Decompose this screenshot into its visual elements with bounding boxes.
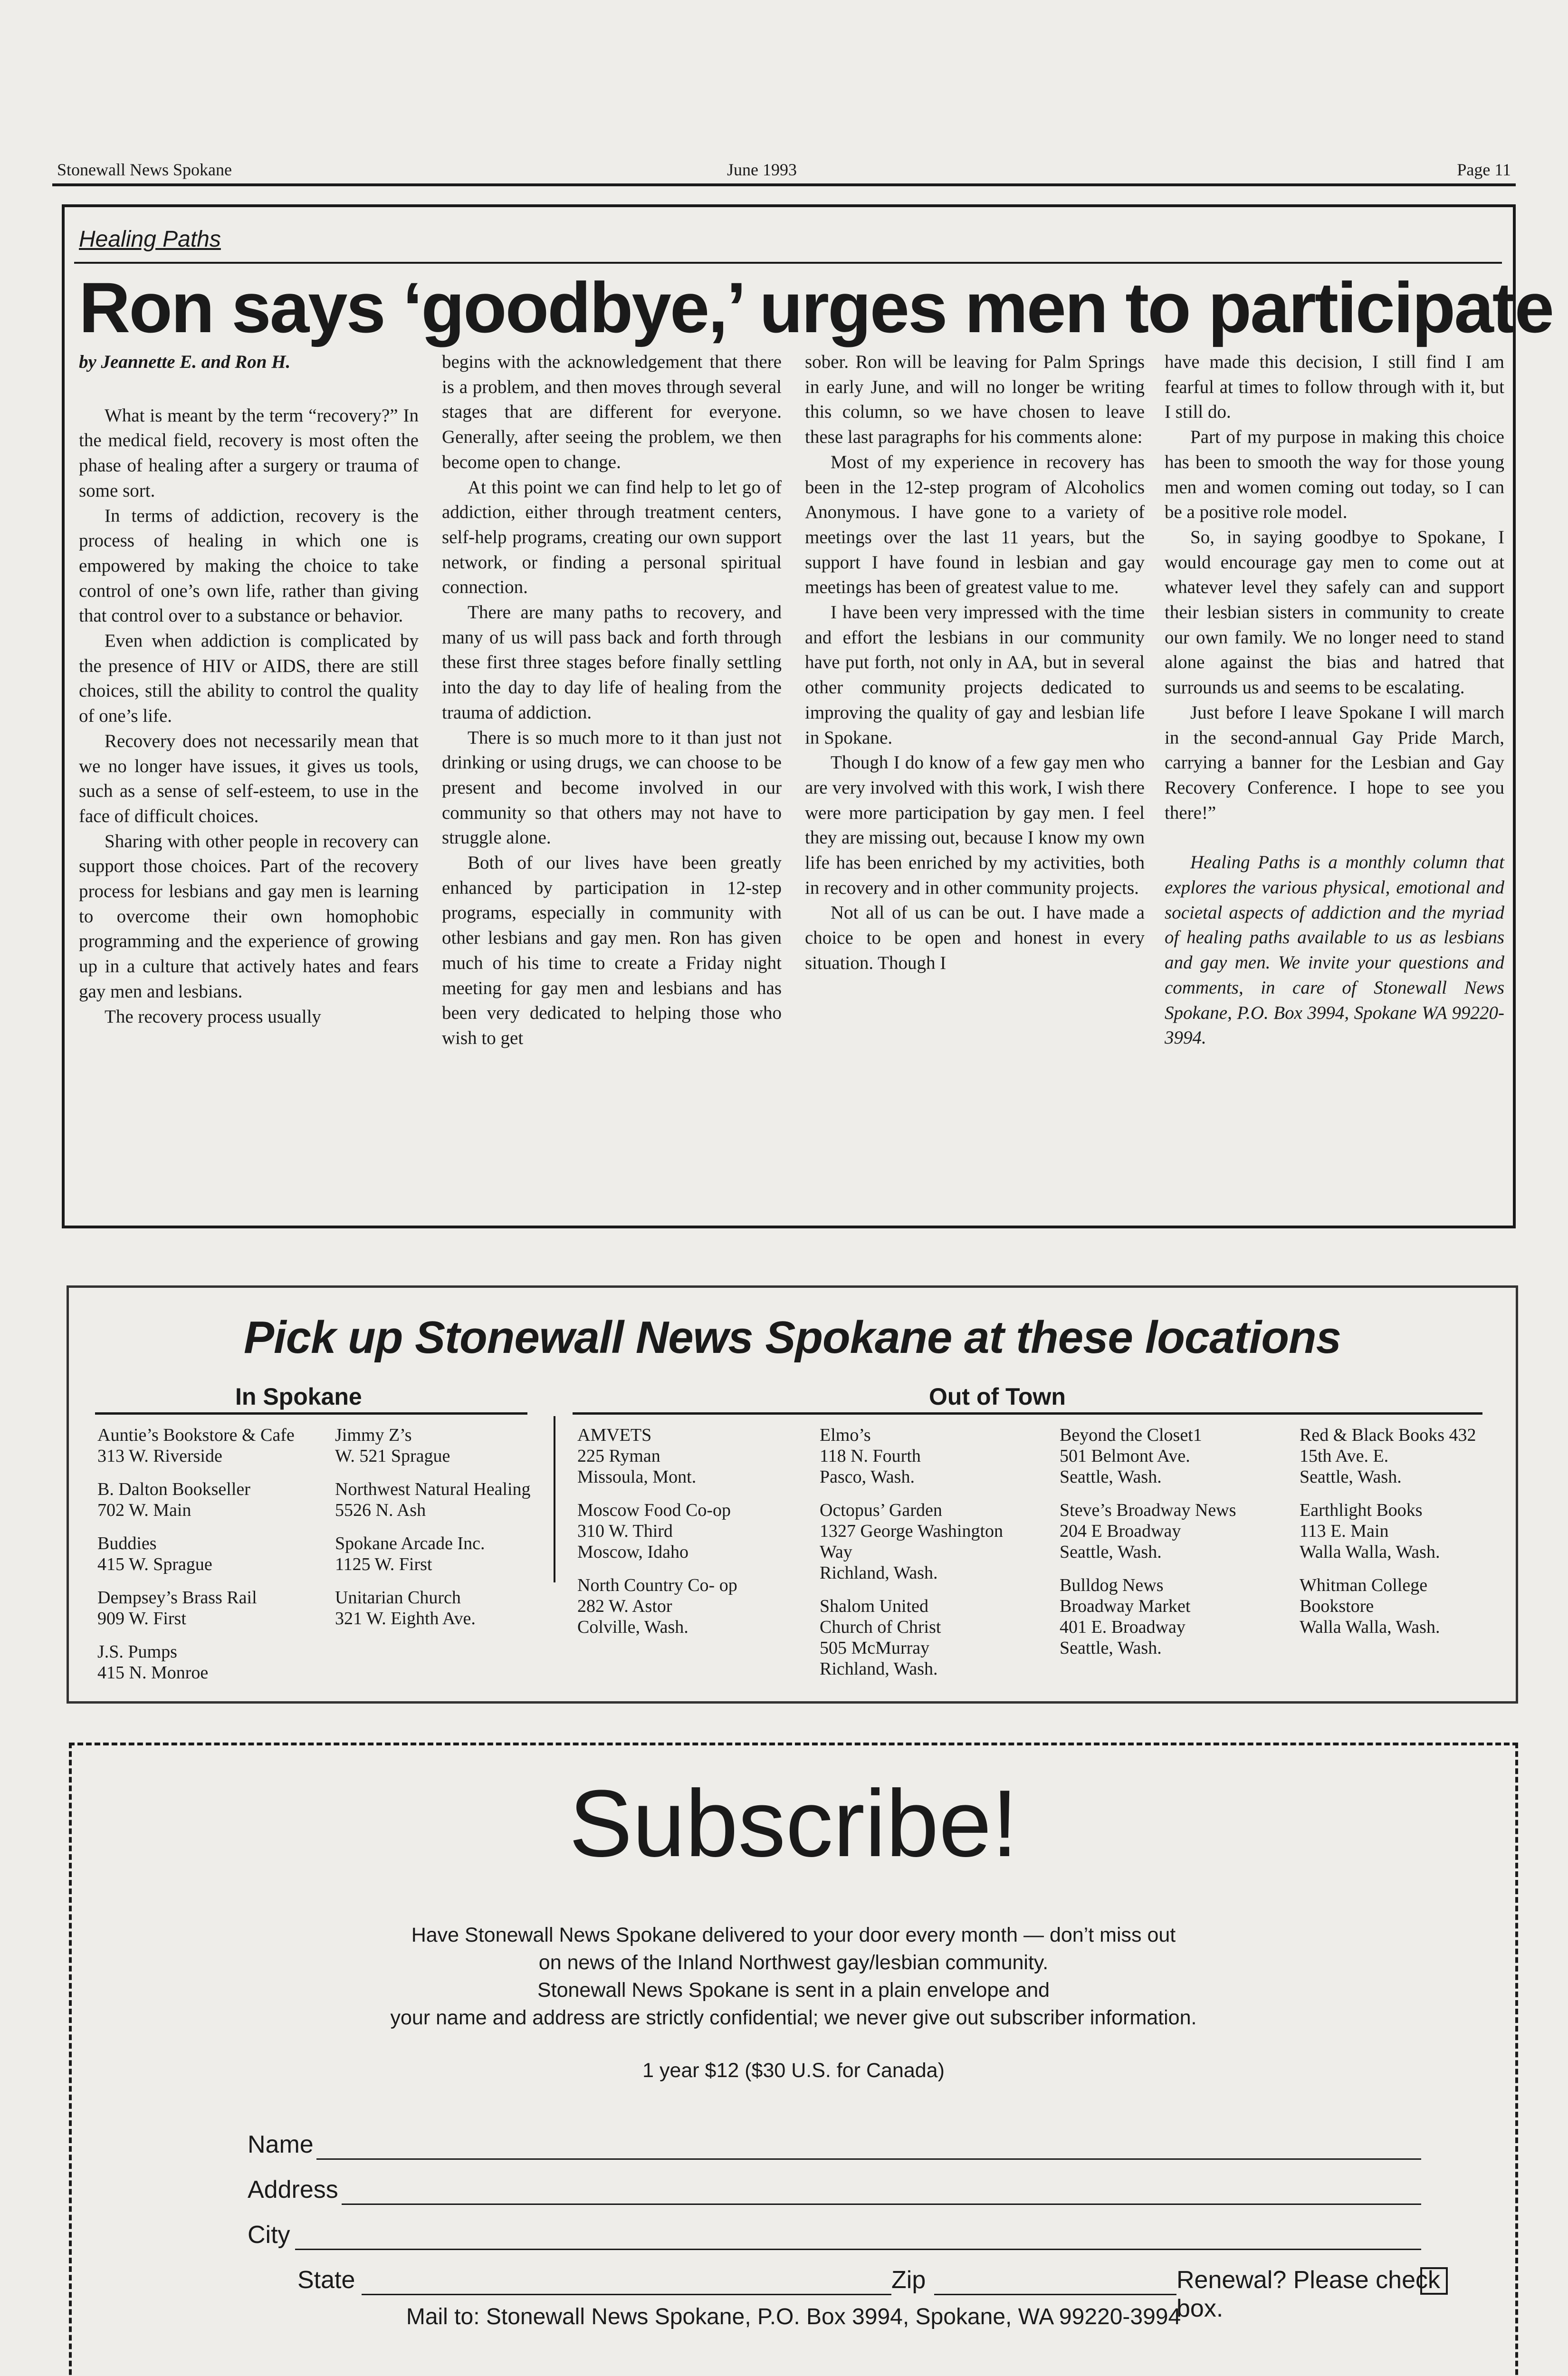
paragraph: have made this decision, I still find I am fearful at times to follow through with it, but I still do. [1165, 352, 1504, 422]
renewal-checkbox[interactable] [1420, 2267, 1448, 2295]
location-line: Walla Walla, Wash. [1300, 1542, 1440, 1562]
location-entry [97, 1533, 321, 1575]
zip-field[interactable] [891, 2266, 1176, 2299]
location-line: Church of Christ [820, 1617, 941, 1637]
headline: Ron says ‘goodbye,’ urges men to participate [79, 268, 1553, 347]
state-field[interactable] [297, 2266, 891, 2299]
location-line: Bookstore [1300, 1596, 1374, 1616]
location-line: Richland, Wash. [820, 1659, 938, 1679]
mail-to-address: Mail to: Stonewall News Spokane, P.O. Box 3994, Spokane, WA 99220-3994 [406, 2304, 1181, 2329]
location-line: Auntie’s Bookstore & Cafe [97, 1425, 295, 1445]
location-line: J.S. Pumps [97, 1642, 177, 1662]
location-column [335, 1425, 558, 1641]
subscribe-line: your name and address are strictly confidential; we never give out subscriber information. [390, 2006, 1197, 2029]
location-line: Shalom United [820, 1596, 929, 1616]
issue-date: June 1993 [727, 160, 797, 179]
location-line: Octopus’ Garden [820, 1500, 942, 1520]
location-line: 118 N. Fourth [820, 1446, 921, 1466]
location-line: 225 Ryman [577, 1446, 660, 1466]
location-line: Buddies [97, 1533, 157, 1553]
paragraph: I have been very impressed with the time and effort the lesbians in our community have put forth, not only in AA, but in several other community projects dedicated to improving the quality of gay and lesbian life in Spokane. [805, 602, 1145, 748]
location-line: Unitarian Church [335, 1588, 461, 1608]
name-field[interactable] [248, 2130, 1421, 2164]
location-column [820, 1425, 1043, 1692]
location-entry [335, 1587, 558, 1629]
paragraph: begins with the acknowledgement that there is a problem, and then moves through several stages that are different for everyone. Generally, after seeing the problem, we then become open to change. [442, 352, 782, 472]
in-spokane-heading: In Spokane [235, 1383, 362, 1410]
subscribe-line: Have Stonewall News Spokane delivered to your door every month — don’t miss out [411, 1924, 1176, 1946]
location-line: Northwest Natural Healing [335, 1479, 531, 1499]
city-label: City [248, 2221, 290, 2249]
location-entry [97, 1641, 321, 1683]
location-line: W. 521 Sprague [335, 1446, 450, 1466]
location-line: 282 W. Astor [577, 1596, 672, 1616]
location-line: Steve’s Broadway News [1060, 1500, 1236, 1520]
location-entry [820, 1596, 1043, 1679]
article-column-2 [442, 350, 782, 1051]
paragraph: Sharing with other people in recovery can support those choices. Part of the recovery process for lesbians and gay men is learning to overcome their own homophobic programming and the experience of growing up in a culture that actively hates and fears gay men and lesbians. [79, 831, 419, 1002]
renewal-label: Renewal? Please check box. [1176, 2266, 1440, 2322]
location-line: 415 N. Monroe [97, 1663, 209, 1683]
location-entry [577, 1575, 801, 1638]
location-entry [1300, 1500, 1523, 1562]
location-line: Red & Black Books 432 [1300, 1425, 1476, 1445]
column-note [1165, 850, 1504, 1051]
address-line[interactable] [342, 2204, 1421, 2205]
location-line: 415 W. Sprague [97, 1554, 212, 1574]
location-line: Broadway Market [1060, 1596, 1191, 1616]
location-line: 5526 N. Ash [335, 1500, 426, 1520]
paragraph: Though I do know of a few gay men who are very involved with this work, I wish there were more participation by gay men. I feel they are missing out, because I know my own life has been enriched by my activities, both in recovery and in other community projects. [805, 752, 1145, 898]
location-line: 321 W. Eighth Ave. [335, 1609, 476, 1629]
location-entry [335, 1425, 558, 1466]
location-line: Bulldog News [1060, 1575, 1164, 1595]
paragraph: What is meant by the term “recovery?” In the medical field, recovery is most often the phase of healing after a surgery or trauma of some sort. [79, 405, 419, 501]
location-line: 401 E. Broadway [1060, 1617, 1186, 1637]
location-line: 505 McMurray [820, 1638, 930, 1658]
location-line: Whitman College [1300, 1575, 1428, 1595]
location-column [577, 1425, 801, 1650]
subscribe-coupon [69, 1743, 1518, 2376]
location-entry [1060, 1425, 1283, 1487]
location-line: AMVETS [577, 1425, 652, 1445]
location-line: B. Dalton Bookseller [97, 1479, 250, 1499]
location-line: Jimmy Z’s [335, 1425, 412, 1445]
in-spokane-rule [95, 1412, 527, 1415]
subscription-price: 1 year $12 ($30 U.S. for Canada) [642, 2059, 945, 2082]
paragraph: Recovery does not necessarily mean that we no longer have issues, it gives us tools, such as a sense of self-esteem, to use in the face of difficult choices. [79, 730, 419, 826]
subscribe-description [72, 1921, 1515, 2031]
locations-box [67, 1285, 1518, 1704]
location-column [97, 1425, 321, 1696]
article-column-3 [805, 350, 1145, 976]
paragraph: There is so much more to it than just not drinking or using drugs, we can choose to be present and become involved in our community so that others may not have to struggle alone. [442, 727, 782, 848]
location-line: 702 W. Main [97, 1500, 191, 1520]
location-line: Seattle, Wash. [1060, 1467, 1162, 1487]
page-number: Page 11 [1457, 160, 1511, 179]
paragraph: Part of my purpose in making this choice has been to smooth the way for those young men and women coming out today, so I can be a positive role model. [1165, 427, 1504, 523]
location-line: Colville, Wash. [577, 1617, 688, 1637]
paragraph: The recovery process usually [105, 1006, 321, 1027]
location-line: Seattle, Wash. [1300, 1467, 1402, 1487]
paragraph: Both of our lives have been greatly enhanced by participation in 12-step programs, especially in community with other lesbians and gay men. Ron has given much of his time to create a Friday night meeting for gay men and lesbians and has been very dedicated to helping those who wish to get [442, 853, 782, 1048]
location-line: 15th Ave. E. [1300, 1446, 1389, 1466]
location-entry [97, 1425, 321, 1466]
subscribe-line: on news of the Inland Northwest gay/lesbian community. [538, 1951, 1049, 1974]
location-entry [1060, 1500, 1283, 1562]
location-line: 1125 W. First [335, 1554, 432, 1574]
paragraph: sober. Ron will be leaving for Palm Springs in early June, and will no longer be writing this column, so we have chosen to leave these last paragraphs for his comments alone: [805, 352, 1145, 448]
location-line: 310 W. Third [577, 1521, 673, 1541]
location-entry [97, 1587, 321, 1629]
location-entry [97, 1479, 321, 1521]
paragraph: Not all of us can be out. I have made a choice to be open and honest in every situation. Though I [805, 902, 1145, 973]
location-line: Earthlight Books [1300, 1500, 1423, 1520]
location-line: Way [820, 1542, 852, 1562]
location-line: 1327 George Washington [820, 1521, 1004, 1541]
location-entry [577, 1500, 801, 1562]
location-entry [1060, 1575, 1283, 1658]
locations-title: Pick up Stonewall News Spokane at these locations [244, 1312, 1341, 1363]
article-box [62, 204, 1553, 1228]
location-line: Elmo’s [820, 1425, 871, 1445]
location-entry [1300, 1575, 1523, 1638]
paragraph: In terms of addiction, recovery is the process of healing in which one is empowered by making the choice to take control of one’s own life, rather than giving that control over to a substance or behavior. [79, 505, 419, 626]
location-line: Richland, Wash. [820, 1563, 938, 1583]
byline: by Jeannette E. and Ron H. [79, 352, 291, 372]
article-column-1 [79, 350, 419, 1029]
location-entry [820, 1425, 1043, 1487]
location-line: Missoula, Mont. [577, 1467, 697, 1487]
column-note-text: Healing Paths is a monthly column that explores the various physical, emotional and societal aspects of addiction and the myriad of healing paths available to us as lesbians and gay men. We invite your questions and comments, in care of Stonewall News Spokane, P.O. Box 3994, Spokane WA 99220-3994. [1165, 852, 1504, 1048]
city-line[interactable] [295, 2249, 1421, 2250]
out-of-town-heading: Out of Town [929, 1383, 1066, 1410]
zip-line[interactable] [934, 2294, 1176, 2295]
location-entry [1300, 1425, 1523, 1487]
name-label: Name [248, 2131, 314, 2158]
location-line: Walla Walla, Wash. [1300, 1617, 1440, 1637]
name-line[interactable] [316, 2158, 1421, 2160]
column-kicker: Healing Paths [79, 227, 221, 252]
location-entry [820, 1500, 1043, 1583]
location-line: 501 Belmont Ave. [1060, 1446, 1190, 1466]
subscribe-title: Subscribe! [569, 1771, 1018, 1877]
location-line: 204 E Broadway [1060, 1521, 1181, 1541]
location-line: Seattle, Wash. [1060, 1542, 1162, 1562]
article-columns [79, 350, 1504, 1205]
paragraph: Even when addiction is complicated by the presence of HIV or AIDS, there are still choices, still the ability to control the quality of one’s life. [79, 631, 419, 727]
location-line: 909 W. First [97, 1609, 186, 1629]
paragraph: Just before I leave Spokane I will march in the second-annual Gay Pride March, carrying a banner for the Lesbian and Gay Recovery Conference. I hope to see you there!” [1165, 702, 1504, 823]
location-line: Beyond the Closet1 [1060, 1425, 1202, 1445]
location-line: Seattle, Wash. [1060, 1638, 1162, 1658]
paragraph: At this point we can find help to let go of addiction, either through treatment centers, self-help programs, creating our own support network, or finding a personal spiritual connection. [442, 477, 782, 598]
location-line: 313 W. Riverside [97, 1446, 222, 1466]
state-line[interactable] [362, 2294, 891, 2295]
state-label: State [297, 2266, 355, 2294]
address-field[interactable] [248, 2175, 1421, 2209]
location-line: North Country Co- op [577, 1575, 737, 1595]
out-of-town-rule [573, 1412, 1482, 1415]
paragraph: So, in saying goodbye to Spokane, I would encourage gay men to come out at whatever level they safely can and support their lesbian sisters in community to create our own family. We no longer need to stand alone against the bias and hatred that surrounds us and seems to be escalating. [1165, 527, 1504, 698]
location-entry [335, 1479, 558, 1521]
publication-name: Stonewall News Spokane [57, 160, 232, 179]
article-column-4 [1165, 350, 1504, 1051]
location-entry [577, 1425, 801, 1487]
zip-label: Zip [891, 2266, 926, 2294]
location-line: Moscow, Idaho [577, 1542, 688, 1562]
location-line: Spokane Arcade Inc. [335, 1533, 485, 1553]
location-line: Moscow Food Co-op [577, 1500, 731, 1520]
kicker-rule [74, 262, 1502, 264]
paragraph: There are many paths to recovery, and many of us will pass back and forth through these first three stages before finally settling into the day to day life of healing from the trauma of addiction. [442, 602, 782, 723]
address-label: Address [248, 2176, 338, 2204]
paragraph: Most of my experience in recovery has been in the 12-step program of Alcoholics Anonymous. I have gone to a variety of meetings over the last 11 years, but the support I have found in lesbian and gay meetings has been of greatest value to me. [805, 451, 1145, 598]
location-entry [335, 1533, 558, 1575]
city-field[interactable] [248, 2221, 1421, 2254]
location-column [1300, 1425, 1523, 1650]
header-rule [52, 183, 1516, 186]
location-line: Pasco, Wash. [820, 1467, 915, 1487]
location-line: Dempsey’s Brass Rail [97, 1588, 257, 1608]
location-line: 113 E. Main [1300, 1521, 1389, 1541]
subscribe-line: Stonewall News Spokane is sent in a plain envelope and [537, 1979, 1050, 2002]
location-column [1060, 1425, 1283, 1671]
